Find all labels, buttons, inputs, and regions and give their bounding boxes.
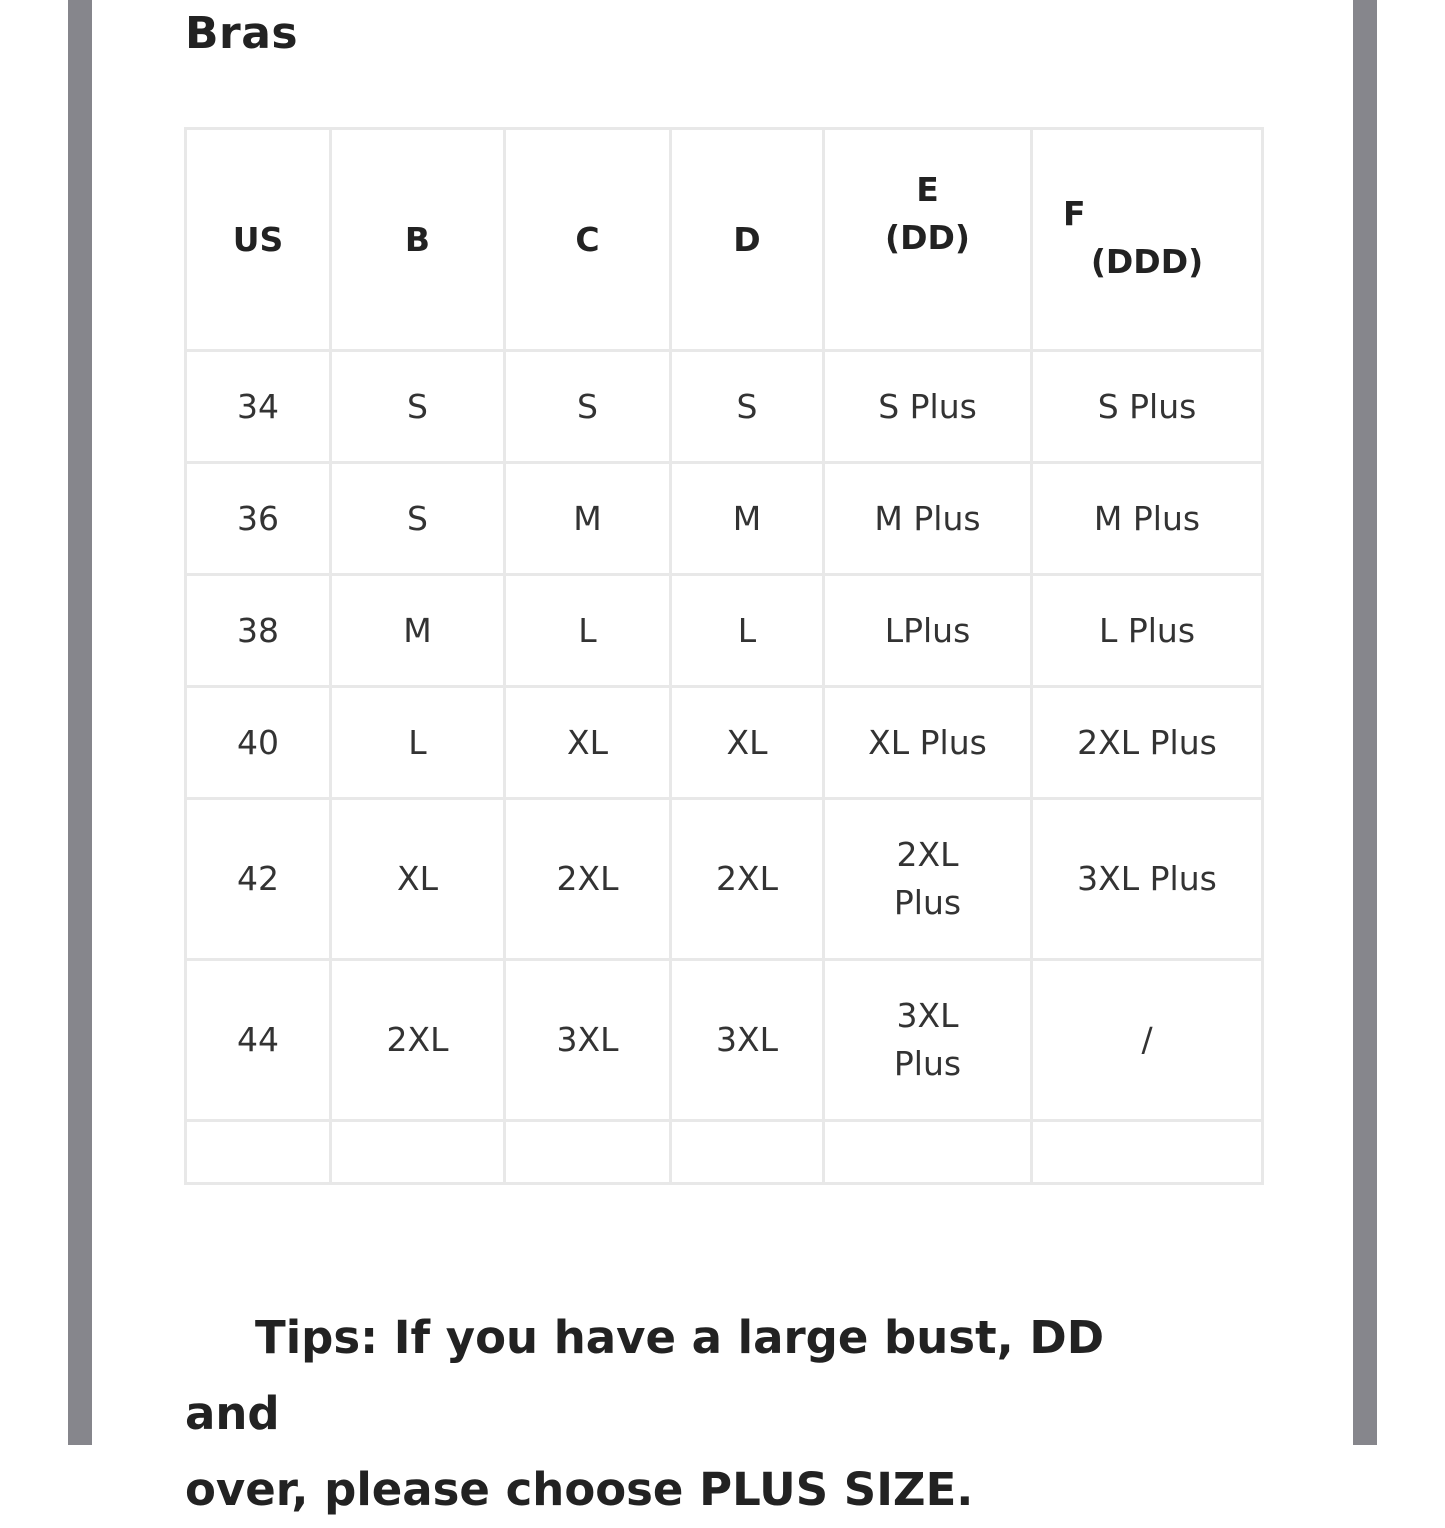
header-us: US: [186, 129, 331, 351]
cell-b: XL: [331, 799, 505, 960]
cell-f: S Plus: [1032, 351, 1263, 463]
tips-line-1: [185, 1300, 1185, 1452]
cell-d: 2XL: [671, 799, 824, 960]
cell-e: LPlus: [824, 575, 1032, 687]
cell-b: L: [331, 687, 505, 799]
header-f-letter: F: [1063, 193, 1086, 233]
header-f: [1032, 129, 1263, 351]
header-e: [824, 129, 1032, 351]
cell-c: 3XL: [505, 960, 671, 1121]
table-row: [186, 351, 1263, 463]
table-row: [186, 687, 1263, 799]
cell-e-line1: 2XL: [896, 835, 959, 874]
cell-e-line1: 3XL: [896, 996, 959, 1035]
header-c: C: [505, 129, 671, 351]
table-header-row: [186, 129, 1263, 351]
cell-f: /: [1032, 960, 1263, 1121]
cell-e: S Plus: [824, 351, 1032, 463]
cell-e: [824, 960, 1032, 1121]
header-e-sub: (DD): [885, 218, 970, 257]
header-e-letter: E: [916, 170, 939, 209]
cell-e: M Plus: [824, 463, 1032, 575]
table-row-empty: [186, 1121, 1263, 1184]
header-b: B: [331, 129, 505, 351]
cell-d: L: [671, 575, 824, 687]
cell-c: L: [505, 575, 671, 687]
cell-b: 2XL: [331, 960, 505, 1121]
bra-size-table: [184, 127, 1264, 1185]
cell-us: 34: [186, 351, 331, 463]
cell-empty: [186, 1121, 331, 1184]
cell-e: [824, 799, 1032, 960]
page-title: Bras: [185, 8, 299, 59]
cell-empty: [505, 1121, 671, 1184]
tips-line-1-text: Tips: If you have a large bust, DD and: [185, 1311, 1105, 1440]
cell-f: M Plus: [1032, 463, 1263, 575]
header-d: D: [671, 129, 824, 351]
cell-c: XL: [505, 687, 671, 799]
cell-d: S: [671, 351, 824, 463]
cell-us: 42: [186, 799, 331, 960]
cell-us: 40: [186, 687, 331, 799]
right-frame-bar: [1353, 0, 1377, 1445]
cell-f: 2XL Plus: [1032, 687, 1263, 799]
table-row: [186, 463, 1263, 575]
cell-f: 3XL Plus: [1032, 799, 1263, 960]
cell-c: S: [505, 351, 671, 463]
cell-b: S: [331, 463, 505, 575]
table-row: [186, 799, 1263, 960]
left-frame-bar: [68, 0, 92, 1445]
cell-us: 44: [186, 960, 331, 1121]
cell-b: M: [331, 575, 505, 687]
cell-empty: [331, 1121, 505, 1184]
tips-line-2: over, please choose PLUS SIZE.: [185, 1463, 974, 1516]
cell-d: M: [671, 463, 824, 575]
cell-empty: [824, 1121, 1032, 1184]
cell-d: XL: [671, 687, 824, 799]
cell-empty: [1032, 1121, 1263, 1184]
table-row: [186, 575, 1263, 687]
table-row: [186, 960, 1263, 1121]
cell-us: 38: [186, 575, 331, 687]
cell-c: 2XL: [505, 799, 671, 960]
cell-e-line2: Plus: [893, 883, 962, 922]
cell-e: XL Plus: [824, 687, 1032, 799]
cell-f: L Plus: [1032, 575, 1263, 687]
cell-d: 3XL: [671, 960, 824, 1121]
cell-us: 36: [186, 463, 331, 575]
cell-empty: [671, 1121, 824, 1184]
tips-text: [185, 1300, 1185, 1528]
cell-c: M: [505, 463, 671, 575]
cell-e-line2: Plus: [893, 1044, 962, 1083]
header-f-sub: (DDD): [1090, 241, 1204, 281]
cell-b: S: [331, 351, 505, 463]
